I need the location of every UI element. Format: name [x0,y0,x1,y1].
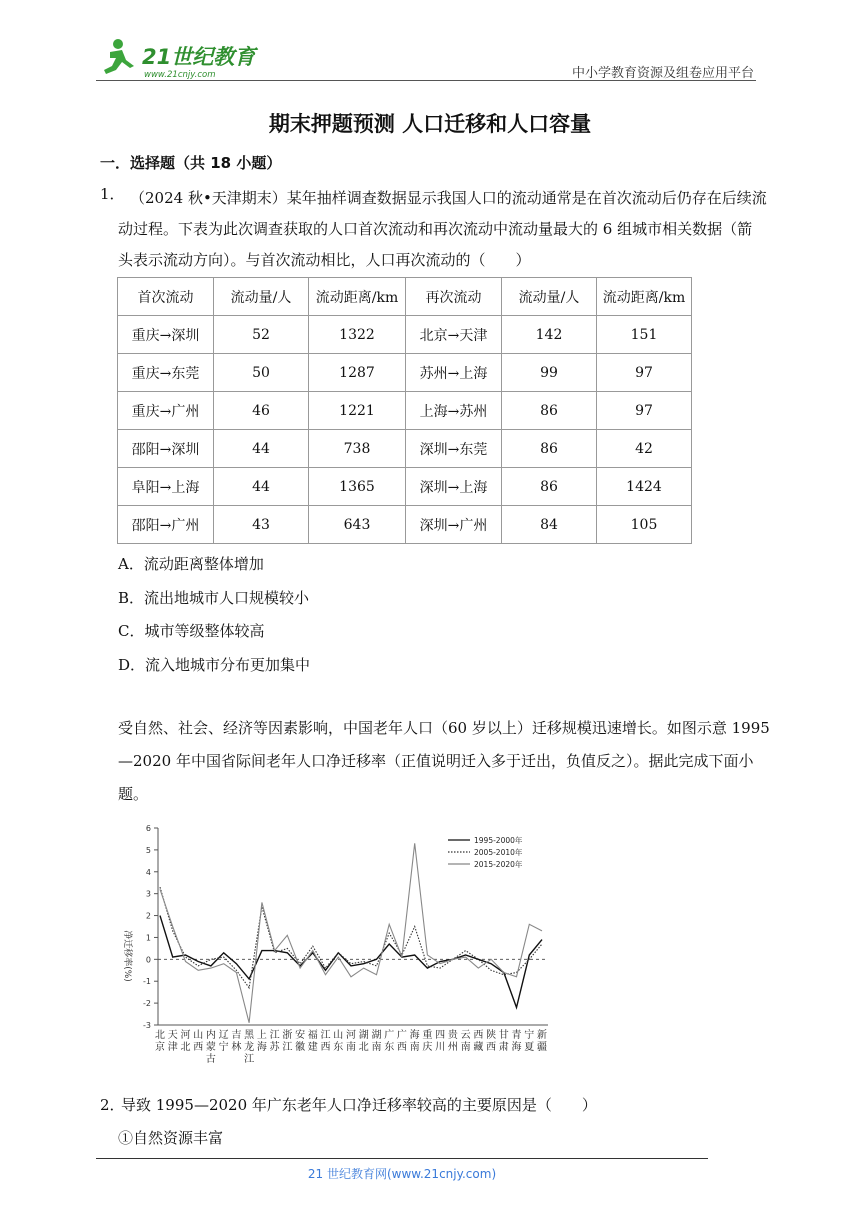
x-tick-label: 林 [231,1042,242,1053]
intro-text-line: —2020 年中国省际间老年人口净迁移率（正值说明迁入多于迁出，负值反之）。据此完成下面小 [118,752,754,770]
x-tick-label: 龙 [244,1042,255,1053]
x-tick-label: 山 [333,1030,344,1041]
x-tick-label: 重 [422,1030,433,1041]
table-cell: 苏州→上海 [406,354,502,392]
x-tick-label: 南 [409,1042,420,1053]
table-cell: 邵阳→广州 [118,506,214,544]
table-header-cell: 流动量/人 [502,278,597,316]
x-tick-label: 海 [511,1042,522,1053]
x-tick-label: 西 [396,1042,407,1053]
option-a[interactable]: A．流动距离整体增加 [118,555,264,573]
x-tick-label: 吉 [231,1030,242,1041]
x-tick-label: 庆 [422,1042,433,1053]
net-migration-rate-chart [118,820,556,1078]
y-tick-label: 5 [145,845,151,855]
logo-text: 21世纪教育 [142,45,256,69]
table-cell: 84 [502,506,597,544]
x-tick-label: 肃 [498,1042,509,1053]
x-tick-label: 南 [460,1042,471,1053]
site-logo [96,34,266,84]
table-cell: 邵阳→深圳 [118,430,214,468]
table-cell: 50 [214,354,309,392]
x-tick-label: 州 [447,1042,458,1053]
header-divider [96,80,756,81]
table-cell: 97 [597,354,692,392]
table-header-row [118,278,692,316]
option-1[interactable]: ①自然资源丰富 [118,1129,224,1147]
y-tick-label: 2 [145,911,151,921]
x-tick-label: 江 [269,1030,280,1041]
table-cell: 1365 [309,468,406,506]
x-tick-label: 津 [167,1042,178,1053]
x-tick-label: 蒙 [205,1042,216,1053]
x-tick-label: 江 [282,1042,293,1053]
table-row [118,468,692,506]
table-header-cell: 流动量/人 [214,278,309,316]
table-cell: 1221 [309,392,406,430]
x-tick-label: 陕 [486,1030,497,1041]
x-tick-label: 广 [384,1030,395,1041]
x-tick-label: 四 [435,1030,446,1041]
x-tick-label: 黑 [244,1030,255,1041]
x-tick-label: 徽 [295,1042,306,1053]
x-tick-label: 西 [320,1042,331,1053]
x-tick-label: 江 [244,1054,255,1065]
x-tick-label: 山 [193,1030,204,1041]
legend-label: 1995-2000年 [474,836,523,845]
x-tick-label: 西 [486,1042,497,1053]
x-tick-label: 东 [333,1042,344,1053]
y-tick-label: -3 [143,1021,151,1030]
migration-data-table [117,277,692,544]
x-tick-label: 河 [180,1030,191,1041]
x-tick-label: 天 [167,1030,178,1041]
x-tick-label: 南 [346,1042,356,1053]
x-tick-label: 北 [155,1030,165,1041]
table-header-cell: 流动距离/km [309,278,406,316]
table-cell: 北京→天津 [406,316,502,354]
legend-label: 2005-2010年 [474,848,523,857]
intro-text-line: 受自然、社会、经济等因素影响，中国老年人口（60 岁以上）迁移规模迅速增长。如图示意 1995 [118,719,770,737]
x-tick-label: 疆 [537,1042,547,1053]
option-c[interactable]: C．城市等级整体较高 [118,622,265,640]
option-d[interactable]: D．流入地城市分布更加集中 [118,656,311,674]
table-cell: 重庆→广州 [118,392,214,430]
x-tick-label: 京 [155,1042,165,1053]
x-tick-label: 贵 [447,1030,458,1041]
x-tick-label: 福 [307,1030,318,1041]
table-cell: 上海→苏州 [406,392,502,430]
table-cell: 86 [502,468,597,506]
y-tick-label: -1 [143,977,151,987]
table-cell: 44 [214,430,309,468]
x-tick-label: 湖 [371,1030,382,1041]
table-cell: 738 [309,430,406,468]
table-cell: 深圳→东莞 [406,430,502,468]
x-tick-label: 内 [205,1030,216,1041]
x-tick-label: 辽 [218,1030,229,1041]
x-tick-label: 河 [346,1030,356,1041]
x-tick-label: 西 [193,1042,204,1053]
x-tick-label: 浙 [282,1030,293,1041]
question-number: 2． [100,1096,125,1114]
table-cell: 151 [597,316,692,354]
x-tick-label: 夏 [524,1042,535,1053]
y-tick-label: 1 [145,933,151,943]
table-cell: 46 [214,392,309,430]
table-row [118,506,692,544]
table-cell: 1424 [597,468,692,506]
x-tick-label: 甘 [498,1030,509,1041]
y-tick-label: 4 [145,867,151,877]
legend-label: 2015-2020年 [474,860,523,869]
page-title: 期末押题预测 人口迁移和人口容量 [268,112,592,136]
x-tick-label: 西 [473,1030,484,1041]
x-tick-label: 上 [256,1030,267,1041]
table-cell: 重庆→深圳 [118,316,214,354]
x-tick-label: 北 [358,1042,369,1053]
x-tick-label: 新 [537,1030,547,1041]
table-cell: 44 [214,468,309,506]
x-tick-label: 东 [384,1042,395,1053]
x-tick-label: 安 [295,1030,306,1041]
section-heading: 一．选择题（共 18 小题） [100,154,282,172]
x-tick-label: 建 [307,1042,318,1053]
y-tick-label: 6 [145,824,151,833]
x-tick-label: 藏 [473,1042,484,1053]
question-number: 1． [100,185,125,203]
question-text: 导致 1995—2020 年广东老年人口净迁移率较高的主要原因是（ ） [121,1096,597,1114]
y-tick-label: 0 [145,955,151,965]
x-tick-label: 海 [256,1042,267,1053]
table-cell: 643 [309,506,406,544]
table-cell: 1322 [309,316,406,354]
footer-divider [96,1158,708,1159]
table-cell: 142 [502,316,597,354]
table-cell: 97 [597,392,692,430]
question-text-line: 头表示流动方向）。与首次流动相比，人口再次流动的（ ） [118,251,531,269]
x-tick-label: 宁 [218,1042,229,1053]
table-row [118,316,692,354]
y-tick-label: 3 [145,889,151,899]
x-tick-label: 苏 [269,1042,280,1053]
table-cell: 86 [502,392,597,430]
x-tick-label: 北 [180,1042,191,1053]
table-cell: 43 [214,506,309,544]
table-cell: 42 [597,430,692,468]
table-row [118,430,692,468]
table-row [118,392,692,430]
table-header-cell: 流动距离/km [597,278,692,316]
x-tick-label: 川 [435,1042,446,1053]
question-text-line: 动过程。下表为此次调查获取的人口首次流动和再次流动中流动量最大的 6 组城市相关数据（箭 [118,220,753,238]
logo-url: www.21cnjy.com [144,70,216,80]
option-b[interactable]: B．流出地城市人口规模较小 [118,589,310,607]
question-text-line: （2024 秋•天津期末）某年抽样调查数据显示我国人口的流动通常是在首次流动后仍存在后续流 [130,189,767,207]
footer-link[interactable]: 21 世纪教育网(www.21cnjy.com) [307,1167,497,1181]
x-tick-label: 广 [396,1030,407,1041]
header-platform-text: 中小学教育资源及组卷应用平台 [571,66,754,81]
chart-y-label: 净迁移率(%) [122,930,132,982]
table-cell: 99 [502,354,597,392]
table-cell: 阜阳→上海 [118,468,214,506]
table-cell: 105 [597,506,692,544]
x-tick-label: 古 [205,1054,216,1065]
x-tick-label: 南 [371,1042,382,1053]
table-cell: 86 [502,430,597,468]
x-tick-label: 云 [460,1030,471,1041]
table-cell: 重庆→东莞 [118,354,214,392]
y-tick-label: -2 [143,999,151,1009]
table-row [118,354,692,392]
intro-text-line: 题。 [118,785,149,803]
x-tick-label: 江 [320,1030,331,1041]
table-header-cell: 再次流动 [406,278,502,316]
table-cell: 深圳→广州 [406,506,502,544]
table-cell: 深圳→上海 [406,468,502,506]
x-tick-label: 海 [409,1030,420,1041]
table-cell: 52 [214,316,309,354]
table-cell: 1287 [309,354,406,392]
x-tick-label: 青 [511,1030,522,1041]
x-tick-label: 宁 [524,1030,535,1041]
x-tick-label: 湖 [358,1030,369,1041]
table-header-cell: 首次流动 [118,278,214,316]
